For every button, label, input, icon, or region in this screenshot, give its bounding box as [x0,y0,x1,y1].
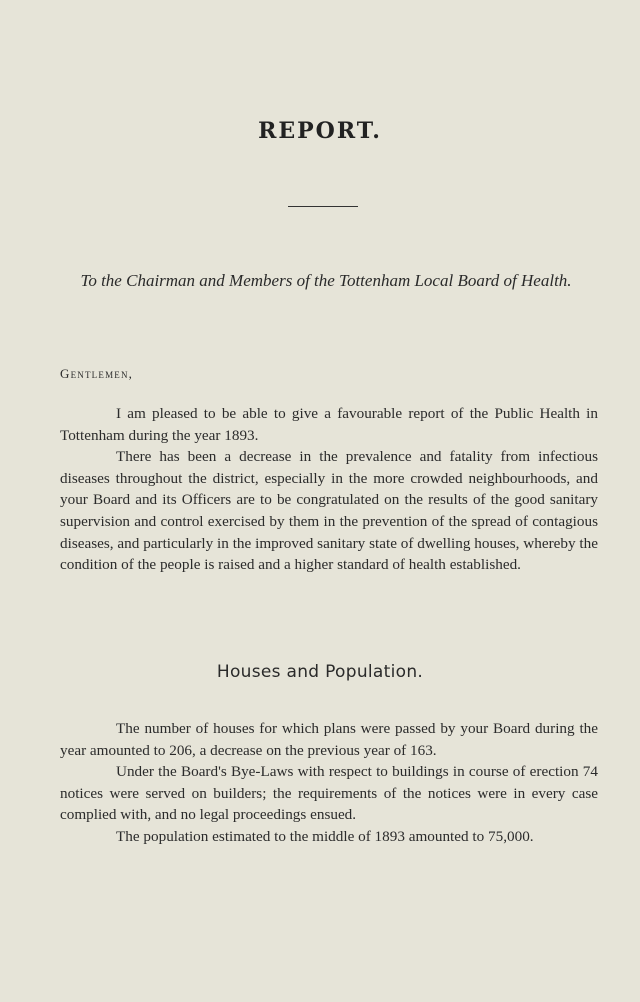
paragraph: The number of houses for which plans were passed by your Board during the year amounted to 206, a decrease on the previous year of 163. [60,720,598,759]
section-heading: Houses and Population. [216,662,424,682]
houses-population-section [60,718,598,848]
report-title: REPORT. [258,118,382,144]
paragraph: There has been a decrease in the prevalence and fatality from infectious diseases throughout the district, especially in the more crowded neighbourhoods, and your Board and its Officers are to be congratulated on the results of the good sanitary supervision and control exercised by them in the prevention of the spread of contagious diseases, and particularly in the improved sanitary state of dwelling houses, whereby the condition of the people is raised and a higher standard of health established. [60,448,598,574]
paragraph: I am pleased to be able to give a favourable report of the Public Health in Tottenham during the year 1893. [60,405,598,444]
paragraph: The population estimated to the middle of 1893 amounted to 75,000. [116,827,534,845]
salutation: Gentlemen, [60,366,134,381]
title-divider [288,206,358,207]
intro-section [60,403,598,576]
address-line: To the Chairman and Members of the Tottenham Local Board of Health. [80,271,572,290]
paragraph: Under the Board's Bye-Laws with respect to buildings in course of erection 74 notices were served on builders; the requirements of the notices were in every case complied with, and no legal proceedings ensued. [60,763,598,824]
